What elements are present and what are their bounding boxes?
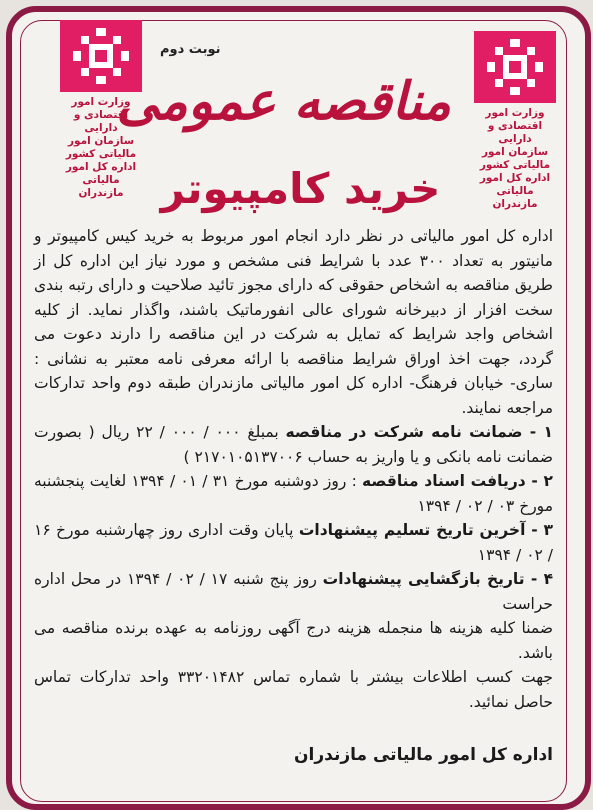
condition-item-1 [34, 420, 553, 469]
contact-note: جهت کسب اطلاعات بیشتر با شماره تماس ۳۳۲۰۱۴۸۲ واحد تدارکات تماس حاصل نمائید. [34, 668, 553, 711]
condition-text: بمبلغ ۰۰۰ / ۰۰۰ / ۲۲ ریال ( بصورت ضمانت نامه بانکی و یا واریز به حساب ۲۱۷۰۱۰۵۱۳۷۰۰۶ ) [34, 423, 553, 466]
condition-text: : روز دوشنبه مورخ ۳۱ / ۰۱ / ۱۳۹۴ لغایت پنجشنبه مورخ ۰۳ / ۰۲ / ۱۳۹۴ [34, 472, 553, 515]
intro-paragraph: اداره کل امور مالیاتی در نظر دارد انجام امور مربوط به خرید کیس کامپیوتر و مانیتور به تعداد ۳۰۰ عدد با شرایط فنی مشخص و مورد نیاز این اداره کل از طریق مناقصه به اشخاص حقوقی که دارای مجوز تائید صلاحیت و دارای رتبه بندی سخت افزار از دبیرخانه شورای عالی انفورماتیک باشند، واگذار نماید. از کلیه اشخاص واجد شرایط که تمایل به شرکت در این مناقصه را دارند دعوت می گردد، جهت اخذ اوراق شرایط مناقصه با ارائه معرفی نامه معتبر به نشانی : ساری- خیابان فرهنگ- اداره کل امور مالیاتی مازندران طبقه دوم واحد تدارکات مراجعه نمایند. [34, 227, 553, 417]
edition-label: نوبت دوم [160, 42, 221, 57]
ministry-logo-right [474, 31, 556, 210]
condition-item-4 [34, 567, 553, 616]
ministry-emblem-icon [474, 31, 556, 103]
logo-text: وزارت امور اقتصادی و دارایی سازمان امور مالیاتی کشور اداره کل امور مالیاتی مازندران [65, 96, 137, 199]
notice-title: مناقصه عمومی [116, 71, 451, 132]
condition-title: ۴ - تاریخ بازگشایی پیشنهادات [322, 570, 554, 588]
logo-text: وزارت امور اقتصادی و دارایی سازمان امور مالیاتی کشور اداره کل امور مالیاتی مازندران [479, 107, 551, 210]
signature: اداره کل امور مالیاتی مازندران [294, 745, 553, 765]
notice-subtitle: خرید کامپیوتر [160, 164, 441, 213]
condition-text: روز پنج شنبه ۱۷ / ۰۲ / ۱۳۹۴ در محل اداره حراست [34, 570, 553, 613]
condition-title: ۳ - آخرین تاریخ تسلیم پیشنهادات [298, 521, 553, 539]
condition-title: ۱ - ضمانت نامه شرکت در مناقصه [285, 423, 554, 441]
condition-item-2 [34, 469, 553, 518]
condition-title: ۲ - دریافت اسناد مناقصه [362, 472, 553, 490]
condition-text: پایان وقت اداری روز چهارشنبه مورخ ۱۶ / ۰۲ / ۱۳۹۴ [34, 521, 553, 564]
notice-body [34, 224, 553, 714]
condition-item-3 [34, 518, 553, 567]
cost-note: ضمنا کلیه هزینه ها منجمله هزینه درج آگهی روزنامه به عهده برنده مناقصه می باشد. [34, 619, 553, 662]
